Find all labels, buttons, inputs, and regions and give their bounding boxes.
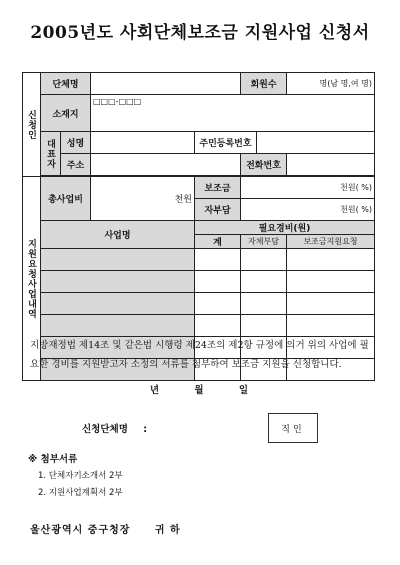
official-seal-box[interactable]: 직인: [268, 413, 318, 443]
phone-field[interactable]: [287, 154, 375, 176]
total-cost-label: 총사업비: [41, 177, 91, 221]
statement-text: 지방재정법 제14조 및 같은법 시행령 제24조의 제2항 규정에 의거 위의 사업에 필요한 경비를 지원받고자 소정의 서류를 첨부하여 보조금 지원을 신청합니다.: [30, 340, 369, 370]
member-count-label: 회원수: [241, 73, 287, 95]
total-column-header: 계: [195, 235, 241, 249]
project-row: [23, 315, 375, 337]
rep-address-label: 주소: [61, 154, 91, 176]
self-burden-cell[interactable]: [241, 271, 287, 293]
applicant-name-label: 신청단체명: [82, 424, 128, 435]
attachments-list: [38, 468, 123, 502]
org-name-label: 단체명: [41, 73, 91, 95]
project-row: [23, 249, 375, 271]
project-name-cell[interactable]: [41, 315, 195, 337]
address-label: 소재지: [41, 95, 91, 132]
subsidy-field[interactable]: 천원( %): [241, 177, 375, 199]
self-burden-cell[interactable]: [241, 315, 287, 337]
total-cell[interactable]: [195, 249, 241, 271]
self-burden-field[interactable]: 천원( %): [241, 199, 375, 221]
rep-name-field[interactable]: [91, 132, 195, 154]
attachment-item: 1. 단체자기소개서 2부: [38, 471, 123, 481]
subsidy-request-cell[interactable]: [287, 249, 375, 271]
applicant-colon: :: [143, 424, 148, 435]
subsidy-request-cell[interactable]: [287, 315, 375, 337]
project-row: [23, 271, 375, 293]
addressee-line: [30, 521, 181, 536]
date-month: 월: [194, 385, 206, 396]
project-row: [23, 293, 375, 315]
self-burden-column-header: 자체부담: [241, 235, 287, 249]
self-burden-label: 자부담: [195, 199, 241, 221]
project-name-cell[interactable]: [41, 271, 195, 293]
total-cell[interactable]: [195, 293, 241, 315]
representative-label: 대표자: [41, 132, 61, 176]
self-burden-cell[interactable]: [241, 293, 287, 315]
subsidy-request-cell[interactable]: [287, 293, 375, 315]
addressee-suffix: 귀 하: [154, 525, 181, 536]
rep-address-field[interactable]: [91, 154, 241, 176]
project-name-header: 사업명: [41, 221, 195, 249]
resident-no-field[interactable]: [257, 132, 375, 154]
resident-no-label: 주민등록번호: [195, 132, 257, 154]
attachments-title: ※ 첨부서류: [28, 454, 78, 465]
required-cost-header: 필요경비(원): [195, 221, 375, 235]
address-field[interactable]: □□□-□□□: [91, 95, 375, 132]
self-burden-cell[interactable]: [241, 249, 287, 271]
applicant-sign-line: [82, 421, 147, 435]
application-form-table: [22, 72, 375, 381]
org-name-field[interactable]: [91, 73, 241, 95]
phone-label: 전화번호: [241, 154, 287, 176]
date-day: 일: [238, 385, 251, 396]
subsidy-request-column-header: 보조금지원요청: [287, 235, 375, 249]
applicant-side-label: 신청인: [23, 73, 41, 177]
form-title: 2005년도 사회단체보조금 지원사업 신청서: [30, 23, 370, 43]
addressee-name: 울산광역시 중구청장: [30, 525, 131, 536]
subsidy-label: 보조금: [195, 177, 241, 199]
total-cost-field[interactable]: 천원: [91, 177, 195, 221]
total-cell[interactable]: [195, 315, 241, 337]
total-cell[interactable]: [195, 271, 241, 293]
rep-name-label: 성명: [61, 132, 91, 154]
attachment-item: 2. 지원사업계획서 2부: [38, 488, 123, 498]
date-year: 년: [149, 385, 162, 396]
project-name-cell[interactable]: [41, 249, 195, 271]
member-count-field[interactable]: 명(남 명,여 명): [287, 73, 375, 95]
subsidy-request-cell[interactable]: [287, 271, 375, 293]
project-name-cell[interactable]: [41, 293, 195, 315]
date-line: [0, 382, 400, 396]
project-side-label: 지원요청사업내역: [23, 177, 41, 381]
